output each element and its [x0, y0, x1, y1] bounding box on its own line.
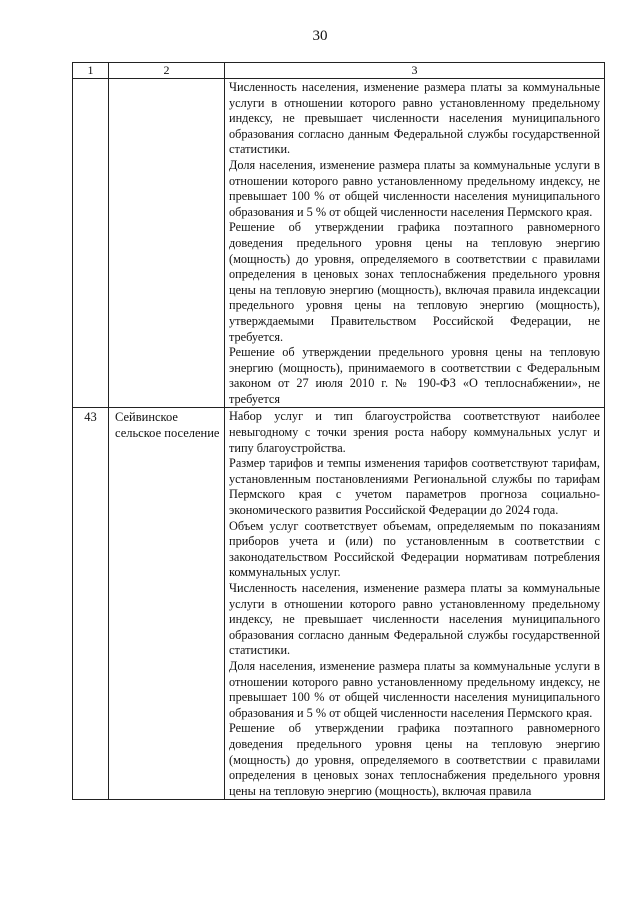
settlement-name: Сейвинское сельское поселение — [109, 408, 225, 800]
paragraph: Доля населения, изменение размера платы за коммунальные услуги в отношении которого равно установленному предельному индексу, не превышает 100 % от общей численности населения муниципального образования и 5 % от общей численности населения Пермского края. — [229, 658, 600, 720]
row-text — [225, 408, 605, 800]
paragraph: Доля населения, изменение размера платы за коммунальные услуги в отношении которого равно установленному предельному индексу, не превышает 100 % от общей численности населения муниципального образования и 5 % от общей численности населения Пермского края. — [229, 157, 600, 219]
header-col-2: 2 — [109, 63, 225, 79]
header-col-1: 1 — [73, 63, 109, 79]
paragraph: Численность населения, изменение размера платы за коммунальные услуги в отношении которого равно установленному предельному индексу, не превышает численности населения муниципального образования согласно данным Федеральной службы государственной статистики. — [229, 80, 600, 157]
paragraph: Решение об утверждении графика поэтапного равномерного доведения предельного уровня цены на тепловую энергию (мощность) до уровня, определяемого в соответствии с правилами определения в ценовых зонах теплоснабжения предельного уровня цены на тепловую энергию (мощность), включая правила индексации предельного уровня цены на тепловую энергию (мощность), утверждаемыми Правительством Российской Федерации, не требуется. — [229, 220, 600, 344]
table-row — [73, 408, 605, 800]
row-number — [73, 79, 109, 408]
paragraph: Объем услуг соответствует объемам, определяемым по показаниям приборов учета и (или) по установленным в соответствии с законодательством Российской Федерации нормативам потребления коммунальных услуг. — [229, 518, 600, 580]
row-text — [225, 79, 605, 408]
paragraph: Численность населения, изменение размера платы за коммунальные услуги в отношении которого равно установленному предельному индексу, не превышает численности населения муниципального образования согласно данным Федеральной службы государственной статистики. — [229, 581, 600, 658]
paragraph: Набор услуг и тип благоустройства соответствуют наиболее невыгодному с точки зрения роста набору коммунальных услуг и типу благоустройства. — [229, 409, 600, 455]
table-header-row — [73, 63, 605, 79]
header-col-3: 3 — [225, 63, 605, 79]
page-number: 30 — [312, 28, 328, 44]
document-table — [72, 62, 605, 800]
table-row — [73, 79, 605, 408]
paragraph: Размер тарифов и темпы изменения тарифов соответствуют тарифам, установленным постановлениями Региональной службы по тарифам Пермского края с учетом параметров прогноза социально-экономического развития Российской Федерации до 2024 года. — [229, 456, 600, 518]
row-number: 43 — [73, 408, 109, 800]
paragraph: Решение об утверждении предельного уровня цены на тепловую энергию (мощность), принимаемого в соответствии с Федеральным законом от 27 июля 2010 г. № 190-ФЗ «О теплоснабжении», не требуется — [229, 345, 600, 406]
settlement-name — [109, 79, 225, 408]
paragraph: Решение об утверждении графика поэтапного равномерного доведения предельного уровня цены на тепловую энергию (мощность) до уровня, определяемого в соответствии с правилами определения в ценовых зонах теплоснабжения предельного уровня цены на тепловую энергию (мощность), включая правила — [229, 721, 600, 798]
